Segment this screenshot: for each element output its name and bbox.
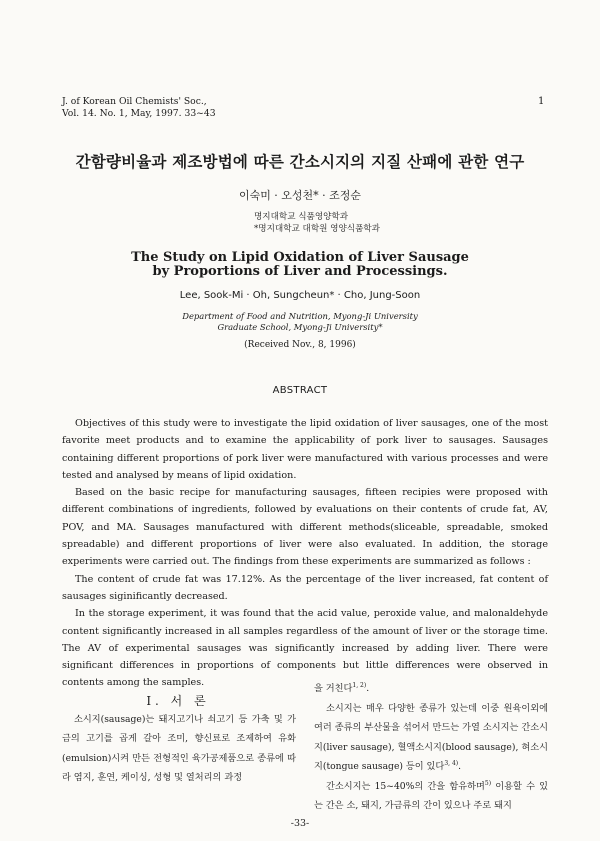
continued-text: 을 거친다 (314, 683, 353, 694)
abstract-body (62, 415, 548, 692)
page-number: 1 (538, 96, 545, 107)
korean-authors: 이숙미 · 오성천* · 조정순 (238, 189, 362, 202)
english-title (0, 251, 600, 279)
journal-line-2: Vol. 14. No. 1, May, 1997. 33~43 (62, 108, 216, 119)
sausage-types-paragraph: 소시지는 매우 다양한 종류가 있는데 이중 원육이외에 여러 종류의 부산물을 섞어서 만드는 가열 소시지는 간소시지(liver sausage), 혈액소시지(blood sausage), 혀소시지(tongue sausage) 등이 있다$^{3, 4)}$. (314, 702, 548, 772)
abstract-paragraph: Objectives of this study were to investigate the lipid oxidation of liver sausages, one of the most favorite meet products and to examine the applicability of pork liver to sausages. Sausages containing different proportions of pork liver were manufactured with various processes and were tested and analysed by means of lipid oxidation. (62, 418, 548, 481)
liver-sausage-text-a: 간소시지는 15~40%의 간을 함유하며 (326, 780, 485, 792)
english-affiliation-2: Graduate School, Myong-Ji University* (217, 322, 383, 332)
english-authors: Lee, Sook-Mi · Oh, Sungcheun* · Cho, Jung-Soon (179, 290, 421, 301)
left-column (62, 710, 296, 787)
reference-mark: 3, 4) (444, 760, 459, 767)
reference-mark: 5) (484, 779, 492, 787)
abstract-paragraph: Based on the basic recipe for manufacturing sausages, fifteen recipies were proposed with different combinations of ingredients, followed by evaluations on their contents of crude fat, AV, POV, and MA. Sausages manufactured with different methods(sliceable, spreadable, smoked spreadable) and different proportions of liver were also evaluated. In addition, the storage experiments were carried out. The findings from these experiments are summarized as follows : (62, 487, 548, 568)
english-title-line-1: The Study on Lipid Oxidation of Liver Sausage (131, 250, 469, 265)
footer-page-number: -33- (290, 818, 310, 829)
abstract-paragraph: The content of crude fat was 17.12%. As the percentage of the liver increased, fat content of sausages siginificantly decreased. (62, 573, 548, 602)
english-affiliations (0, 311, 600, 333)
journal-line-1: J. of Korean Oil Chemists' Soc., (62, 96, 207, 107)
right-column (314, 679, 548, 816)
journal-reference (62, 96, 216, 120)
abstract-heading: ABSTRACT (272, 385, 328, 396)
section-heading: I. 서 론 (146, 694, 210, 708)
sausage-types-text: 소시지는 매우 다양한 종류가 있는데 이중 원육이외에 여러 종류의 부산물을 섞어서 만드는 가열 소시지는 간소시지(liver sausage), 혈액소시지(blood sausage), 혀소시지(tongue sausage) 등이 있다 (314, 702, 548, 772)
continued-paragraph: 을 거친다$^{1, 2)}$. (314, 682, 370, 694)
english-affiliation-1: Department of Food and Nutrition, Myong-Ji University (182, 311, 418, 321)
liver-sausage-paragraph (314, 777, 548, 816)
abstract-paragraph: In the storage experiment, it was found that the acid value, peroxide value, and malonaldehyde content significantly increased in all samples regardless of the amount of liver or the storage time. The AV of experimental sausages was significantly increased by adding liver. There were significant differences in proportions of components but little differences were observed in contents among the samples. (62, 608, 548, 689)
reference-mark: 1, 2) (352, 682, 367, 689)
english-title-line-2: by Proportions of Liver and Processings. (152, 264, 448, 279)
liver-sausage-text-b: 이용할 수 있는 간은 소, 돼지, 가금류의 간이 있으나 주로 돼지 (314, 780, 549, 811)
received-date: (Received Nov., 8, 1996) (244, 340, 356, 350)
korean-affiliations (254, 211, 380, 235)
intro-paragraph: 소시지(sausage)는 돼지고기나 쇠고기 등 가축 및 가금의 고기를 곱게 갈아 조미, 향신료로 조제하여 유화(emulsion)시켜 만든 전형적인 육가공제품으로 종류에 따라 염지, 훈연, 케이싱, 성형 및 열처리의 과정 (62, 714, 296, 783)
korean-affiliation-2: *명지대학교 대학원 영양식품학과 (254, 224, 380, 234)
korean-affiliation-1: 명지대학교 식품영양학과 (254, 212, 349, 222)
korean-title: 간함량비율과 제조방법에 따른 간소시지의 지질 산패에 관한 연구 (75, 152, 525, 171)
